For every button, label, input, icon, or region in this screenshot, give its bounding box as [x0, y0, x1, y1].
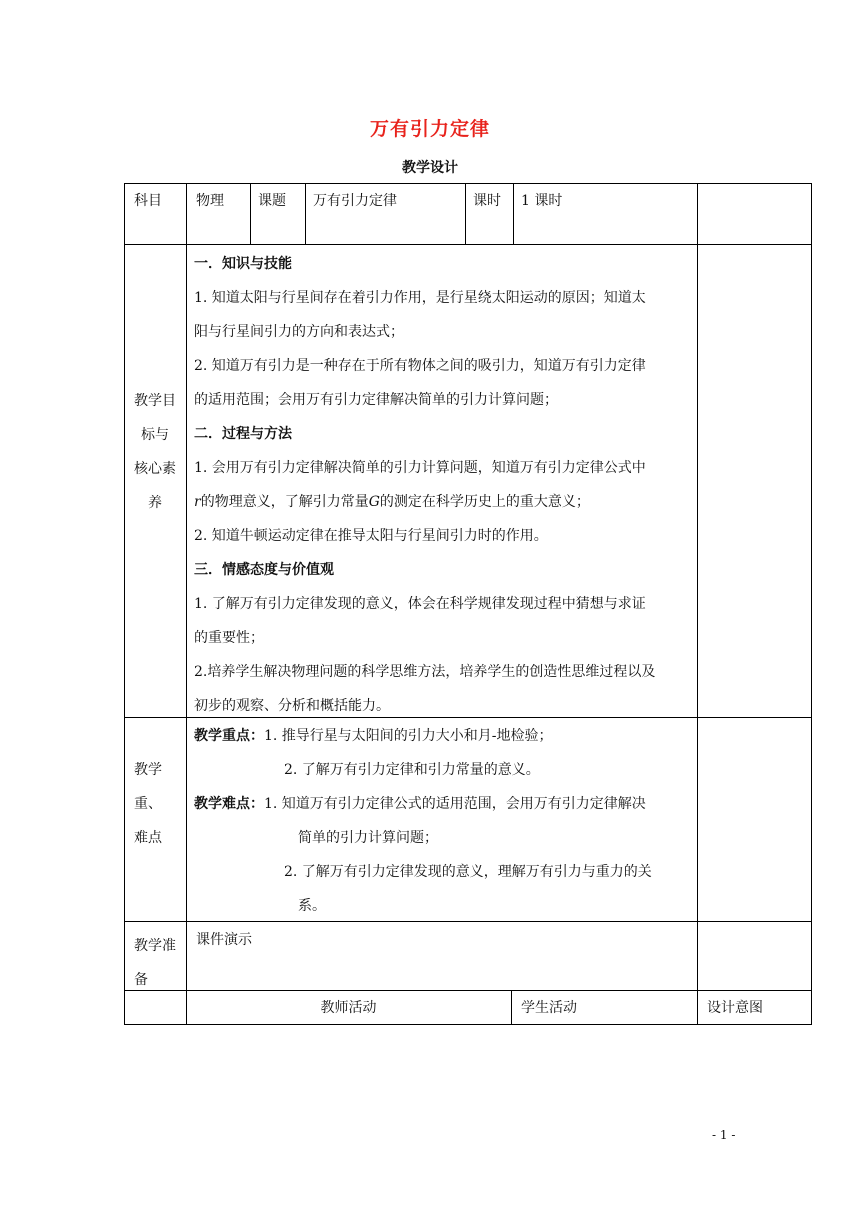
key-points-label-line: 教学 [134, 762, 162, 778]
design-intent-header: 设计意图 [707, 1000, 763, 1016]
focus-line-2: 2. 了解万有引力定律和引力常量的意义。 [284, 762, 540, 778]
objectives-label-line: 养 [148, 495, 162, 511]
column-divider [186, 183, 187, 1025]
preparation-value: 课件演示 [196, 932, 252, 948]
period-value: 1 课时 [521, 193, 563, 209]
objective-line: 2. 知道万有引力是一种存在于所有物体之间的吸引力，知道万有引力定律 [194, 358, 646, 374]
difficulty-line-1 [194, 787, 646, 821]
subject-value: 物理 [196, 193, 224, 209]
table-border-bottom [124, 1024, 812, 1025]
period-label: 课时 [473, 193, 501, 209]
table-border-right [811, 183, 812, 1025]
difficulty-label: 教学难点： [194, 796, 264, 812]
objectives-label-line: 标与 [141, 427, 169, 443]
objective-line: 2.培养学生解决物理问题的科学思维方法，培养学生的创造性思维过程以及 [194, 664, 656, 680]
topic-label: 课题 [258, 193, 286, 209]
preparation-label-line: 备 [134, 972, 148, 988]
teacher-activity-header: 教师活动 [320, 1000, 377, 1016]
table-border-left [124, 183, 125, 1025]
row-divider [124, 244, 812, 245]
focus-label: 教学重点： [194, 728, 264, 744]
key-points-label-line: 难点 [134, 830, 162, 846]
table-border-top [124, 183, 812, 184]
preparation-label-line: 教学准 [134, 938, 176, 954]
document-subtitle: 教学设计 [402, 160, 458, 176]
variable-g: G [368, 494, 380, 510]
objective-line [194, 485, 694, 519]
variable-r: r [194, 494, 201, 510]
objective-text: 的测定在科学历史上的重大意义； [379, 494, 590, 510]
section-process-title: 二．过程与方法 [194, 426, 292, 442]
difficulty-line-2b: 系。 [298, 898, 326, 914]
column-divider [250, 183, 251, 244]
objectives-label-line: 核心素 [134, 461, 176, 477]
difficulty-text: 1. 知道万有引力定律公式的适用范围，会用万有引力定律解决 [264, 796, 646, 812]
objectives-label-line: 教学目 [134, 393, 176, 409]
objective-line: 初步的观察、分析和概括能力。 [194, 698, 390, 714]
focus-line-1 [194, 719, 553, 753]
objective-line: 1. 知道太阳与行星间存在着引力作用，是行星绕太阳运动的原因；知道太 [194, 290, 646, 306]
key-points-label-line: 重、 [134, 796, 162, 812]
row-divider [124, 990, 812, 991]
page-number: - 1 - [712, 1128, 736, 1142]
objectives-content [194, 247, 694, 723]
column-divider [305, 183, 306, 244]
objective-text: 的物理意义，了解引力常量 [200, 494, 369, 510]
column-divider [511, 990, 512, 1025]
section-values-title: 三．情感态度与价值观 [194, 562, 334, 578]
preparation-label [134, 929, 176, 997]
focus-text: 1. 推导行星与太阳间的引力大小和月-地检验； [264, 728, 553, 744]
key-points-label [134, 753, 162, 855]
difficulty-line-2: 2. 了解万有引力定律发现的意义，理解万有引力与重力的关 [284, 864, 652, 880]
document-title: 万有引力定律 [369, 118, 490, 140]
column-divider [513, 183, 514, 244]
topic-value: 万有引力定律 [313, 193, 397, 209]
student-activity-header: 学生活动 [521, 1000, 577, 1016]
objective-line: 的适用范围；会用万有引力定律解决简单的引力计算问题； [194, 392, 558, 408]
objective-line: 的重要性； [194, 630, 264, 646]
row-divider [124, 921, 812, 922]
section-knowledge-title: 一．知识与技能 [194, 256, 292, 272]
column-divider [697, 183, 698, 1025]
objective-line: 2. 知道牛顿运动定律在推导太阳与行星间引力时的作用。 [194, 528, 548, 544]
column-divider [465, 183, 466, 244]
objective-line: 1. 了解万有引力定律发现的意义，体会在科学规律发现过程中猜想与求证 [194, 596, 646, 612]
objectives-label [124, 384, 186, 520]
objective-line: 1. 会用万有引力定律解决简单的引力计算问题，知道万有引力定律公式中 [194, 460, 646, 476]
difficulty-line-1b: 简单的引力计算问题； [298, 830, 438, 846]
objective-line: 阳与行星间引力的方向和表达式； [194, 324, 404, 340]
subject-label: 科目 [134, 193, 162, 209]
